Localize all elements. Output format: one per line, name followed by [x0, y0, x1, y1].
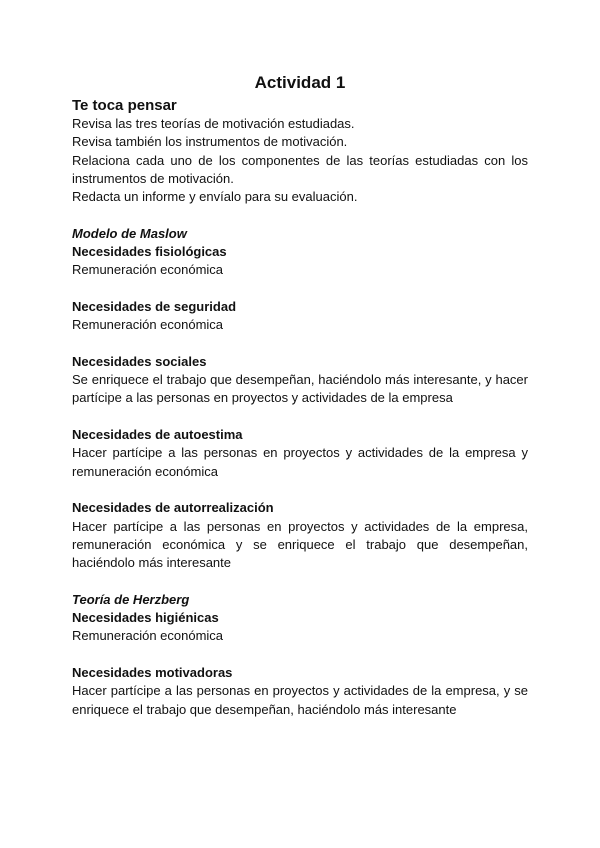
intro-line: Revisa también los instrumentos de motivación. [72, 134, 348, 150]
document-page [72, 72, 528, 719]
spacer [72, 280, 528, 298]
maslow-item-text: Se enriquece el trabajo que desempeñan, haciéndolo más interesante, y hacer partícipe a las personas en proyectos y actividades de la empresa [72, 372, 528, 406]
intro-line: Relaciona cada uno de los componentes de las teorías estudiadas con los instrumentos de motivación. [72, 152, 528, 186]
spacer [72, 646, 528, 664]
herzberg-item-heading: Necesidades motivadoras [72, 664, 233, 680]
maslow-item-text: Remuneración económica [72, 262, 224, 278]
spacer [72, 572, 528, 590]
document-title: Actividad 1 [254, 73, 346, 92]
maslow-item-heading: Necesidades fisiológicas [72, 244, 227, 260]
spacer [72, 408, 528, 426]
spacer [72, 206, 528, 224]
maslow-item-heading: Necesidades sociales [72, 353, 207, 369]
herzberg-item-heading: Necesidades higiénicas [72, 610, 219, 626]
maslow-item-text: Hacer partícipe a las personas en proyectos y actividades de la empresa y remuneración económica [72, 445, 528, 479]
intro-line: Revisa las tres teorías de motivación estudiadas. [72, 116, 355, 131]
maslow-section-title: Modelo de Maslow [72, 225, 187, 241]
spacer [72, 335, 528, 353]
maslow-item-text: Remuneración económica [72, 317, 224, 333]
herzberg-item-text: Hacer partícipe a las personas en proyectos y actividades de la empresa, y se enriquece el trabajo que desempeñan, haciéndolo más interesante [72, 683, 528, 717]
herzberg-section-title: Teoría de Herzberg [72, 591, 190, 607]
maslow-item-heading: Necesidades de autoestima [72, 427, 243, 443]
intro-heading: Te toca pensar [72, 97, 177, 114]
maslow-item-heading: Necesidades de seguridad [72, 298, 237, 314]
maslow-item-text: Hacer partícipe a las personas en proyectos y actividades de la empresa, remuneración económica y se enriquece el trabajo que desempeñan, haciéndolo más interesante [72, 518, 528, 571]
herzberg-item-text: Remuneración económica [72, 628, 224, 644]
spacer [72, 481, 528, 499]
intro-line: Redacta un informe y envíalo para su evaluación. [72, 189, 358, 205]
maslow-item-heading: Necesidades de autorrealización [72, 500, 274, 516]
